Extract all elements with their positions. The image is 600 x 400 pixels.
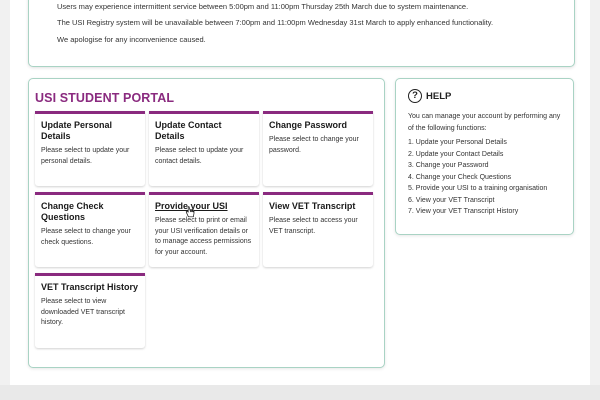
- hand-cursor-icon: [185, 206, 195, 218]
- notice-line: Users may experience intermittent service between 5:00pm and 11:00pm Thursday 25th March due to system maintenance.: [57, 2, 469, 11]
- help-panel: [395, 78, 574, 235]
- card-description: Please select to view downloaded VET transcript history.: [41, 298, 125, 326]
- help-list-item: 2. Update your Contact Details: [408, 150, 504, 158]
- portal-title: USI STUDENT PORTAL: [35, 91, 175, 105]
- help-list-item: 6. View your VET Transcript: [408, 196, 495, 204]
- card-title[interactable]: Update Personal Details: [41, 120, 113, 141]
- card-title[interactable]: Change Check Questions: [41, 201, 104, 222]
- card-description: Please select to update your personal details.: [41, 147, 130, 165]
- card-change-password[interactable]: [263, 111, 373, 186]
- footer: [0, 385, 600, 400]
- help-list-item: 7. View your VET Transcript History: [408, 208, 519, 215]
- help-list-item: 5. Provide your USI to a training organisation: [408, 185, 548, 192]
- card-change-check-questions[interactable]: [35, 192, 145, 267]
- card-title[interactable]: VET Transcript History: [41, 282, 139, 292]
- notice-line: We apologise for any inconvenience caused.: [57, 35, 206, 44]
- help-list-item: 4. Change your Check Questions: [408, 173, 512, 181]
- card-update-contact-details[interactable]: [149, 111, 259, 186]
- card-view-vet-transcript[interactable]: [263, 192, 373, 267]
- help-intro: You can manage your account by performing any of the following functions:: [408, 113, 561, 132]
- card-description: Please select to access your VET transcript.: [269, 217, 358, 235]
- card-description: Please select to change your check questions.: [41, 228, 131, 246]
- help-title: HELP: [426, 90, 452, 102]
- card-description: Please select to update your contact details.: [155, 147, 244, 165]
- card-title[interactable]: Change Password: [269, 120, 348, 130]
- card-title[interactable]: View VET Transcript: [269, 201, 356, 211]
- maintenance-notice: [28, 0, 575, 67]
- card-title[interactable]: Update Contact Details: [155, 120, 222, 141]
- card-provide-your-usi[interactable]: [149, 192, 259, 267]
- help-heading: [408, 89, 451, 103]
- card-update-personal-details[interactable]: [35, 111, 145, 186]
- help-list-item: 1. Update your Personal Details: [408, 139, 507, 146]
- student-portal-panel: [28, 78, 385, 368]
- notice-line: The USI Registry system will be unavailable between 7:00pm and 11:00pm Wednesday 31st March to apply enhanced functionality.: [57, 18, 494, 27]
- help-list-item: 3. Change your Password: [408, 162, 489, 169]
- help-list: [408, 137, 547, 218]
- card-description: Please select to change your password.: [269, 136, 359, 154]
- question-circle-icon: ?: [408, 89, 422, 103]
- card-description: Please select to print or email your USI verification details or to manage access permissions for your account.: [155, 217, 252, 256]
- card-vet-transcript-history[interactable]: [35, 273, 145, 348]
- card-title[interactable]: Provide your USI: [155, 201, 228, 211]
